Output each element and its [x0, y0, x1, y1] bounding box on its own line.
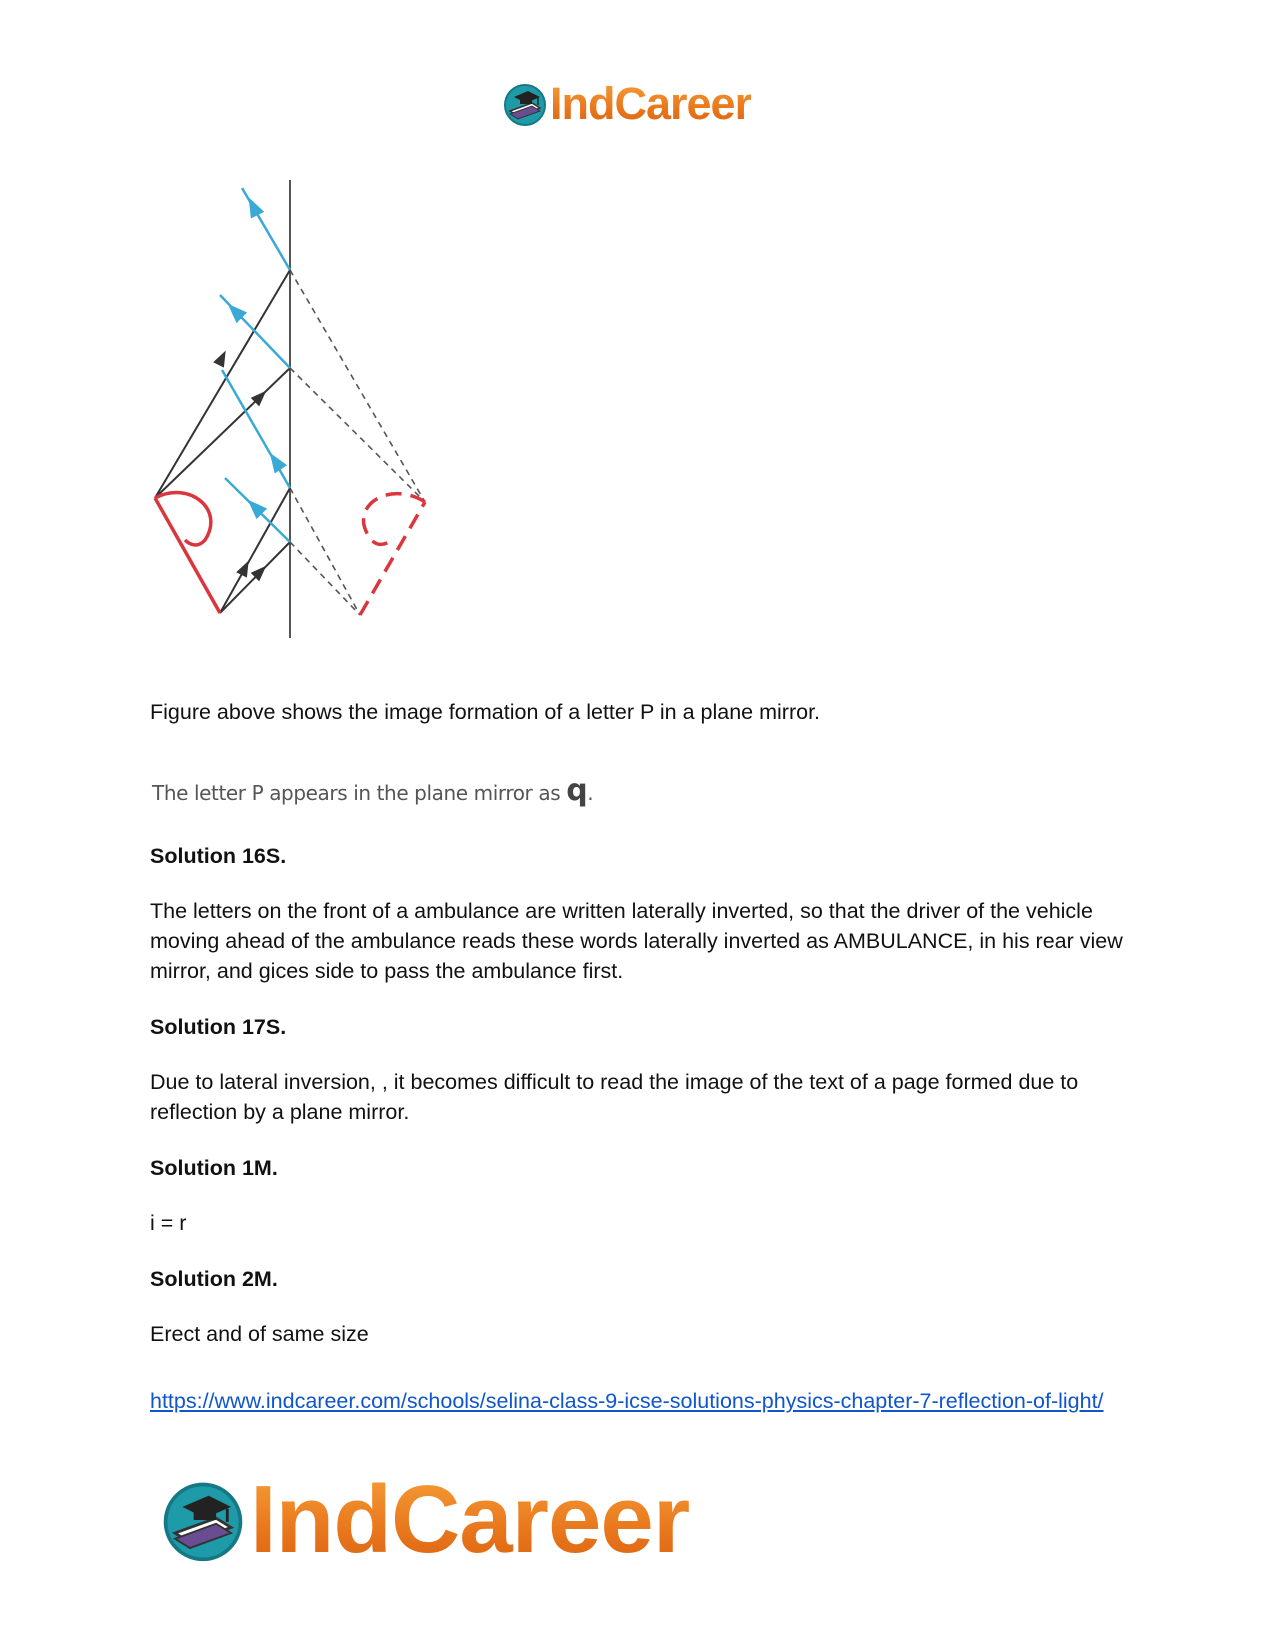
graduation-cap-book-icon [502, 81, 548, 127]
mirror-image-caption [152, 773, 593, 808]
brand-wordmark: IndCareer [250, 1466, 690, 1573]
image-letter-q [360, 494, 425, 615]
caption-text: The letter P appears in the plane mirror as [152, 781, 561, 805]
mirror-q-symbol: q [566, 773, 588, 808]
footer-logo [160, 1465, 689, 1575]
paragraph-figure-caption: Figure above shows the image formation of a letter P in a plane mirror. [150, 700, 821, 724]
mirror-diagram [150, 180, 460, 680]
solution-17s-body: Due to lateral inversion, , it becomes difficult to read the image of the text of a page formed due to reflection by a plane mirror. [150, 1070, 1079, 1124]
solution-17s-title: Solution 17S. [150, 1015, 287, 1039]
solution-16s-title: Solution 16S. [150, 844, 287, 868]
solution-16s-body: The letters on the front of a ambulance are written laterally inverted, so that the driver of the vehicle moving ahead of the ambulance reads these words laterally inverted as AMBULANCE, in his rear view mirror, and gices side to pass the ambulance first. [150, 899, 1123, 983]
header-logo [502, 78, 751, 130]
graduation-cap-book-icon [160, 1477, 246, 1563]
caption-period: . [587, 781, 594, 805]
object-letter-p [155, 493, 220, 613]
solution-1m-body: i = r [150, 1211, 187, 1235]
solution-2m-title: Solution 2M. [150, 1267, 278, 1291]
source-link[interactable]: https://www.indcareer.com/schools/selina-class-9-icse-solutions-physics-chapter-7-reflection-of-light/ [150, 1389, 1104, 1413]
solution-2m-body: Erect and of same size [150, 1322, 369, 1346]
brand-wordmark: IndCareer [550, 78, 752, 129]
solution-1m-title: Solution 1M. [150, 1156, 278, 1180]
